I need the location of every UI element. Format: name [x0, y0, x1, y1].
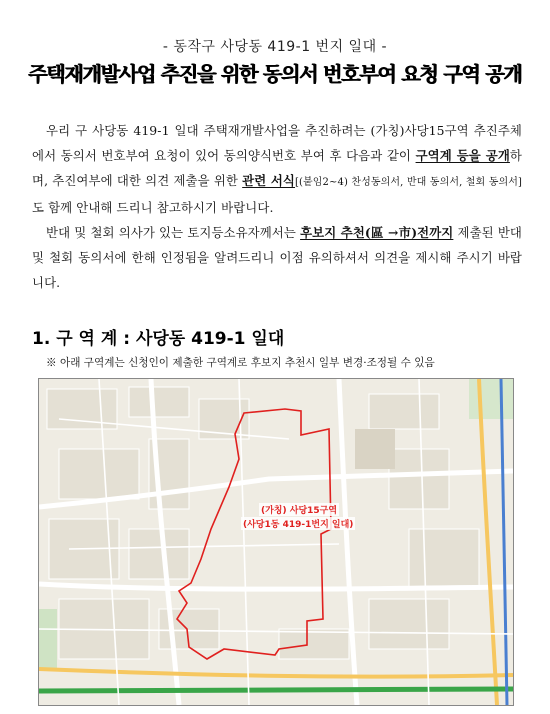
- area-boundary-note: ※ 아래 구역계는 신청인이 제출한 구역계로 후보지 추천시 일부 변경·조정될 수 있음: [46, 357, 435, 369]
- boundary-map: [38, 378, 514, 706]
- intro-text-2: 하며, 추진여부에 대한 의견 제출을 위한: [32, 148, 522, 188]
- objection-text-2: 제출된 반대 및 철회 동의서에 한해 인정됨을 알려드리니 이점 유의하셔서 의견을 제시해 주시기 바랍니다.: [32, 225, 522, 290]
- section-title-area: 1. 구 역 계 : 사당동 419-1 일대: [32, 329, 285, 349]
- intro-forms-list: [(붙임2~4) 찬성동의서, 반대 동의서, 철회 동의서]: [295, 177, 523, 188]
- objection-paragraph: [32, 220, 522, 295]
- intro-paragraph: [32, 118, 522, 220]
- intro-text-3: 도 함께 안내해 드리니 참고하시기 바랍니다.: [32, 200, 274, 215]
- objection-text-1: 반대 및 철회 의사가 있는 토지등소유자께서는: [46, 225, 301, 240]
- intro-emphasis-forms: 관련 서식: [242, 173, 296, 188]
- document-subtitle: - 동작구 사당동 419-1 번지 일대 -: [162, 39, 388, 55]
- intro-text-1: 우리 구 사당동 419-1 일대 주택재개발사업을 추진하려는 (가칭)사당15구역 추진주체에서 동의서 번호부여 요청이 있어 동의양식번호 부여 후 다음과 같이: [32, 123, 522, 163]
- objection-deadline: 후보지 추천(區 →市)전까지: [300, 225, 454, 240]
- intro-emphasis-area: 구역계 등을 공개: [415, 148, 510, 163]
- map-label-area-name: (가칭) 사당15구역: [259, 503, 339, 516]
- map-graphic: [39, 379, 513, 705]
- document-title: 주택재개발사업 추진을 위한 동의서 번호부여 요청 구역 공개: [28, 62, 522, 86]
- map-label-area-address: (사당1동 419-1번지 일대): [241, 517, 355, 530]
